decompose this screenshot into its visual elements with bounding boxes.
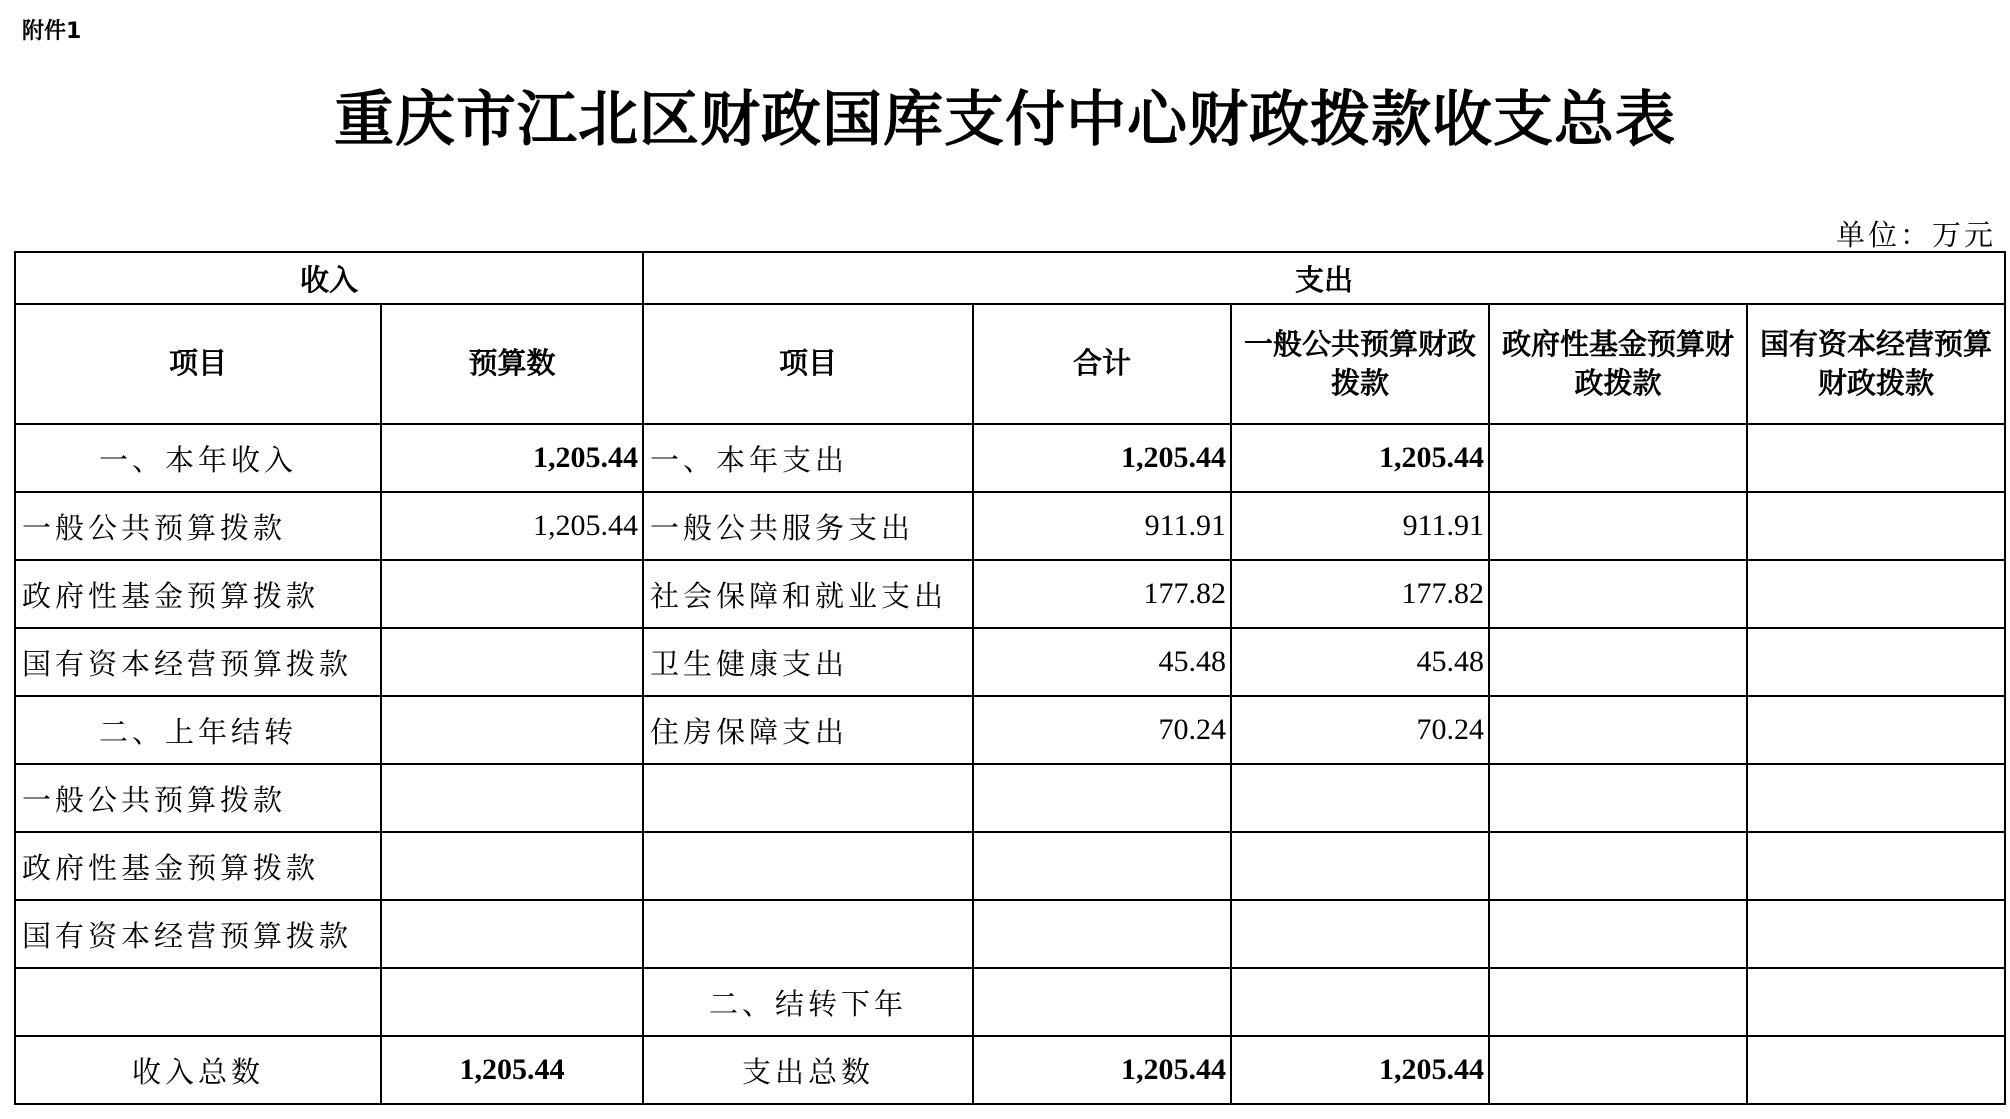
expense-item: 卫生健康支出: [643, 628, 973, 696]
expense-item: 一般公共服务支出: [643, 492, 973, 560]
capital-value: [1747, 628, 2005, 696]
table-row: [15, 968, 2005, 1036]
total-value: 70.24: [973, 696, 1231, 764]
expense-item-header: 项目: [643, 304, 973, 424]
total-value: 1,205.44: [973, 424, 1231, 492]
income-item: 一、本年收入: [15, 424, 381, 492]
fund-value: [1489, 900, 1747, 968]
capital-value: [1747, 1036, 2005, 1104]
income-header: 收入: [15, 252, 643, 304]
general-value: 911.91: [1231, 492, 1489, 560]
table-row: [15, 764, 2005, 832]
expense-item: [643, 764, 973, 832]
capital-value: [1747, 492, 2005, 560]
budget-value: [381, 900, 643, 968]
expense-item: 二、结转下年: [643, 968, 973, 1036]
budget-value: 1,205.44: [381, 424, 643, 492]
general-value: [1231, 968, 1489, 1036]
header-row-1: [15, 252, 2005, 304]
table-row: [15, 832, 2005, 900]
capital-value: [1747, 968, 2005, 1036]
budget-value: [381, 832, 643, 900]
total-value: 911.91: [973, 492, 1231, 560]
budget-value: [381, 968, 643, 1036]
attachment-label: 附件1: [22, 19, 82, 44]
budget-value: [381, 696, 643, 764]
expense-item: 一、本年支出: [643, 424, 973, 492]
budget-summary-table: [14, 251, 2006, 1105]
general-value: [1231, 832, 1489, 900]
general-value: [1231, 764, 1489, 832]
budget-header: 预算数: [381, 304, 643, 424]
income-item: 政府性基金预算拨款: [15, 832, 381, 900]
fund-value: [1489, 492, 1747, 560]
total-value: [973, 900, 1231, 968]
table-row: [15, 560, 2005, 628]
capital-value: [1747, 696, 2005, 764]
capital-value: [1747, 560, 2005, 628]
income-item-header: 项目: [15, 304, 381, 424]
income-item: 国有资本经营预算拨款: [15, 628, 381, 696]
fund-value: [1489, 628, 1747, 696]
budget-value: [381, 628, 643, 696]
budget-value: 1,205.44: [381, 492, 643, 560]
fund-value: [1489, 560, 1747, 628]
fund-value: [1489, 1036, 1747, 1104]
expense-item: [643, 832, 973, 900]
expense-total-label: 支出总数: [643, 1036, 973, 1104]
total-value: [973, 764, 1231, 832]
table-row: [15, 900, 2005, 968]
table-row: [15, 696, 2005, 764]
fund-value: [1489, 424, 1747, 492]
income-total-value: 1,205.44: [381, 1036, 643, 1104]
table-row: [15, 628, 2005, 696]
fund-value: [1489, 764, 1747, 832]
capital-value: [1747, 424, 2005, 492]
unit-label: 单位：万元: [1835, 218, 1996, 252]
general-value: 45.48: [1231, 628, 1489, 696]
total-header: 合计: [973, 304, 1231, 424]
general-value: 177.82: [1231, 560, 1489, 628]
income-item: 二、上年结转: [15, 696, 381, 764]
totals-row: [15, 1036, 2005, 1104]
expense-item: [643, 900, 973, 968]
total-value: 1,205.44: [973, 1036, 1231, 1104]
page-title: 重庆市江北区财政国库支付中心财政拨款收支总表: [334, 85, 1676, 155]
income-item: 国有资本经营预算拨款: [15, 900, 381, 968]
general-value: 70.24: [1231, 696, 1489, 764]
general-budget-header: 一般公共预算财政拨款: [1231, 304, 1489, 424]
header-row-2: [15, 304, 2005, 424]
income-item: 一般公共预算拨款: [15, 492, 381, 560]
state-capital-header: 国有资本经营预算财政拨款: [1747, 304, 2005, 424]
capital-value: [1747, 764, 2005, 832]
total-value: [973, 968, 1231, 1036]
table-row: [15, 492, 2005, 560]
income-item: 政府性基金预算拨款: [15, 560, 381, 628]
income-item: [15, 968, 381, 1036]
fund-value: [1489, 968, 1747, 1036]
gov-fund-header: 政府性基金预算财政拨款: [1489, 304, 1747, 424]
total-value: 177.82: [973, 560, 1231, 628]
expense-item: 住房保障支出: [643, 696, 973, 764]
capital-value: [1747, 832, 2005, 900]
expense-header: 支出: [643, 252, 2005, 304]
general-value: [1231, 900, 1489, 968]
income-item: 一般公共预算拨款: [15, 764, 381, 832]
fund-value: [1489, 832, 1747, 900]
income-total-label: 收入总数: [15, 1036, 381, 1104]
table-row: [15, 424, 2005, 492]
expense-item: 社会保障和就业支出: [643, 560, 973, 628]
fund-value: [1489, 696, 1747, 764]
general-value: 1,205.44: [1231, 1036, 1489, 1104]
capital-value: [1747, 900, 2005, 968]
budget-value: [381, 764, 643, 832]
total-value: 45.48: [973, 628, 1231, 696]
total-value: [973, 832, 1231, 900]
budget-value: [381, 560, 643, 628]
general-value: 1,205.44: [1231, 424, 1489, 492]
